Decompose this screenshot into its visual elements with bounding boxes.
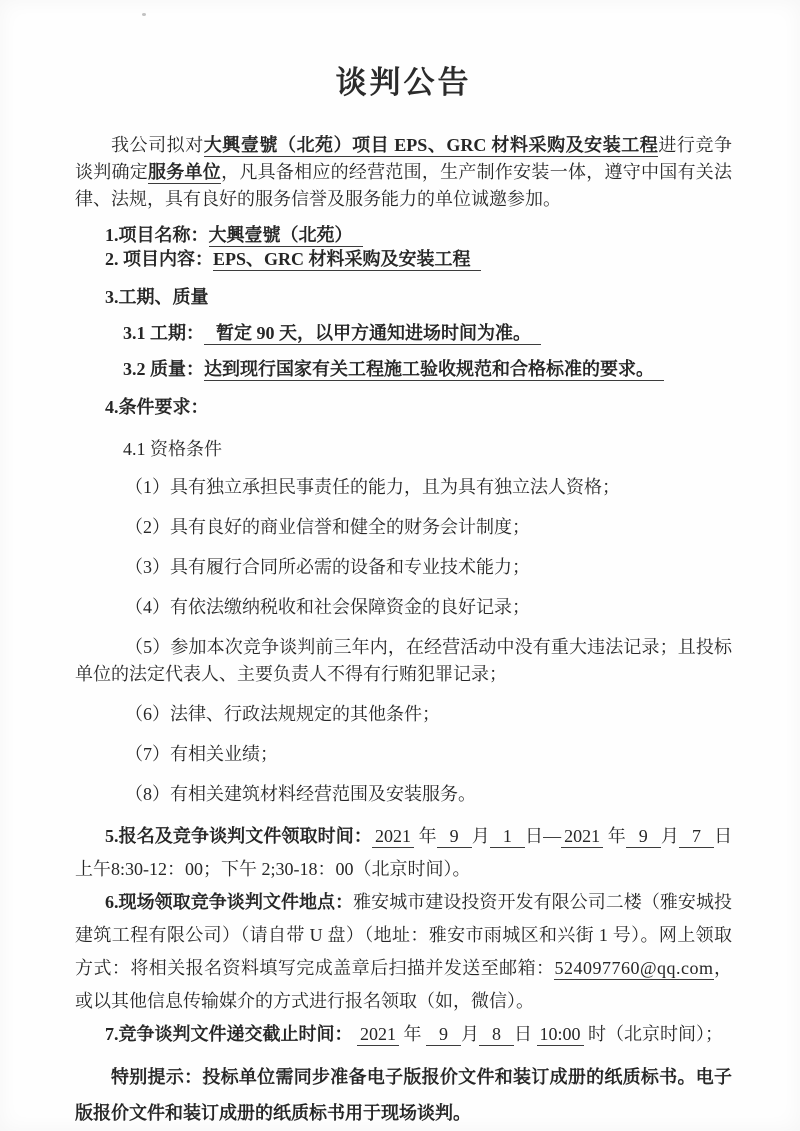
item-7-sep3: 日	[514, 1024, 532, 1044]
item-5-sep1: 年	[418, 826, 437, 846]
intro-paragraph	[75, 132, 732, 213]
item-7-month-blank: 9	[426, 1024, 461, 1046]
item-6-label: 6.现场领取竞争谈判文件地点：	[105, 892, 354, 912]
item-3-2-value-underlined: 达到现行国家有关工程施工验收规范和合格标准的要求。	[204, 359, 664, 381]
item-3-heading: 3.工期、质量	[105, 287, 209, 307]
item-5-year1-blank: 2021	[372, 826, 414, 848]
item-6-tail-text: ，或以其他信息传输媒介的方式进行报名领取（如，微信）。	[75, 958, 733, 1011]
item-3-2-label: 3.2 质量：	[123, 359, 204, 379]
item-5-sep3: 日—	[524, 826, 562, 846]
intro-mid-text: 进行竞争谈判确定	[75, 135, 733, 182]
item-3-1-duration	[75, 321, 732, 345]
scan-artifact-dot	[142, 13, 146, 16]
item-2-value-underlined: EPS、GRC 材料采购及安装工程	[213, 249, 481, 271]
item-7-deadline	[75, 1018, 732, 1051]
item-1-label: 1.项目名称：	[105, 225, 209, 245]
item-3-2-quality	[75, 357, 732, 381]
item-5-pickup-time	[75, 820, 732, 886]
item-7-time-blank: 10:00	[537, 1024, 584, 1046]
item-6-method-text: 网上领取方式：将相关报名资料填写完成盖章后扫描并发送至邮箱：	[75, 925, 732, 978]
condition-item-8: （8）有相关建筑材料经营范围及安装服务。	[125, 784, 476, 804]
item-3-1-label: 3.1 工期：	[123, 323, 204, 343]
document-title: 谈判公告	[335, 65, 472, 100]
intro-rest-text: ，凡具备相应的经营范围，生产制作安装一体，遵守中国有关法律、法规，具有良好的服务信誉及服务能力的单位诚邀参加。	[75, 162, 733, 209]
condition-item-5: （5）参加本次竞争谈判前三年内，在经营活动中没有重大违法记录；且投标单位的法定代表人、主要负责人不得有行贿犯罪记录；	[75, 637, 732, 684]
item-3-1-value-underlined: 暂定 90 天，以甲方通知进场时间为准。	[204, 323, 541, 345]
item-6-address-text: 雅安城市建设投资开发有限公司二楼（雅安城投建筑工程有限公司）（请自带 U 盘）（地址：雅安市雨城区和兴街 1 号）。	[75, 892, 733, 945]
item-5-sep4: 年	[607, 826, 626, 846]
item-1-project-name	[75, 223, 732, 247]
item-7-day-blank: 8	[479, 1024, 514, 1046]
item-7-sep4: 时（北京时间）；	[588, 1024, 724, 1044]
item-7-sep2: 月	[461, 1024, 479, 1044]
item-7-label: 7.竞争谈判文件递交截止时间：	[105, 1024, 353, 1044]
item-4-heading: 4.条件要求：	[105, 397, 209, 417]
item-5-month1-blank: 9	[437, 826, 472, 848]
item-5-year2-blank: 2021	[561, 826, 603, 848]
condition-item-2: （2）具有良好的商业信誉和健全的财务会计制度；	[125, 517, 530, 537]
condition-item-3: （3）具有履行合同所必需的设备和专业技术能力；	[125, 557, 530, 577]
item-2-project-content	[75, 247, 732, 271]
item-6-pickup-location	[75, 886, 732, 1018]
condition-item-6: （6）法律、行政法规规定的其他条件；	[125, 704, 440, 724]
intro-pre-text: 我公司拟对	[111, 135, 204, 155]
item-5-label: 5.报名及竞争谈判文件领取时间：	[105, 826, 372, 846]
item-5-day2-blank: 7	[679, 826, 714, 848]
item-7-year-blank: 2021	[357, 1024, 399, 1046]
special-notice-paragraph: 特别提示：投标单位需同步准备电子版报价文件和装订成册的纸质标书。电子版报价文件和装订成册的纸质标书用于现场谈判。	[75, 1067, 732, 1123]
item-5-day1-blank: 1	[490, 826, 525, 848]
item-1-value-underlined: 大興壹號（北苑）	[209, 225, 363, 247]
item-6-email-underlined: 524097760@qq.com	[554, 958, 714, 978]
condition-item-1: （1）具有独立承担民事责任的能力，且为具有独立法人资格；	[125, 477, 620, 497]
project-name-underlined: 大興壹號（北苑）项目 EPS、GRC 材料采购及安装工程	[203, 135, 659, 155]
item-5-sep6: 日上午	[75, 826, 733, 879]
condition-item-7: （7）有相关业绩；	[125, 744, 278, 764]
condition-item-4: （4）有依法缴纳税收和社会保障资金的良好记录；	[125, 597, 530, 617]
item-5-sep2: 月	[471, 826, 490, 846]
item-7-sep1: 年	[403, 1024, 422, 1044]
item-5-sep5: 月	[660, 826, 679, 846]
item-5-hours-text: 8:30-12：00；下午 2;30-18：00（北京时间）。	[111, 859, 471, 879]
item-2-label: 2. 项目内容：	[105, 249, 213, 269]
item-5-month2-blank: 9	[626, 826, 661, 848]
service-unit-underlined: 服务单位	[148, 162, 222, 182]
item-4-1-subheading: 4.1 资格条件	[123, 439, 222, 459]
